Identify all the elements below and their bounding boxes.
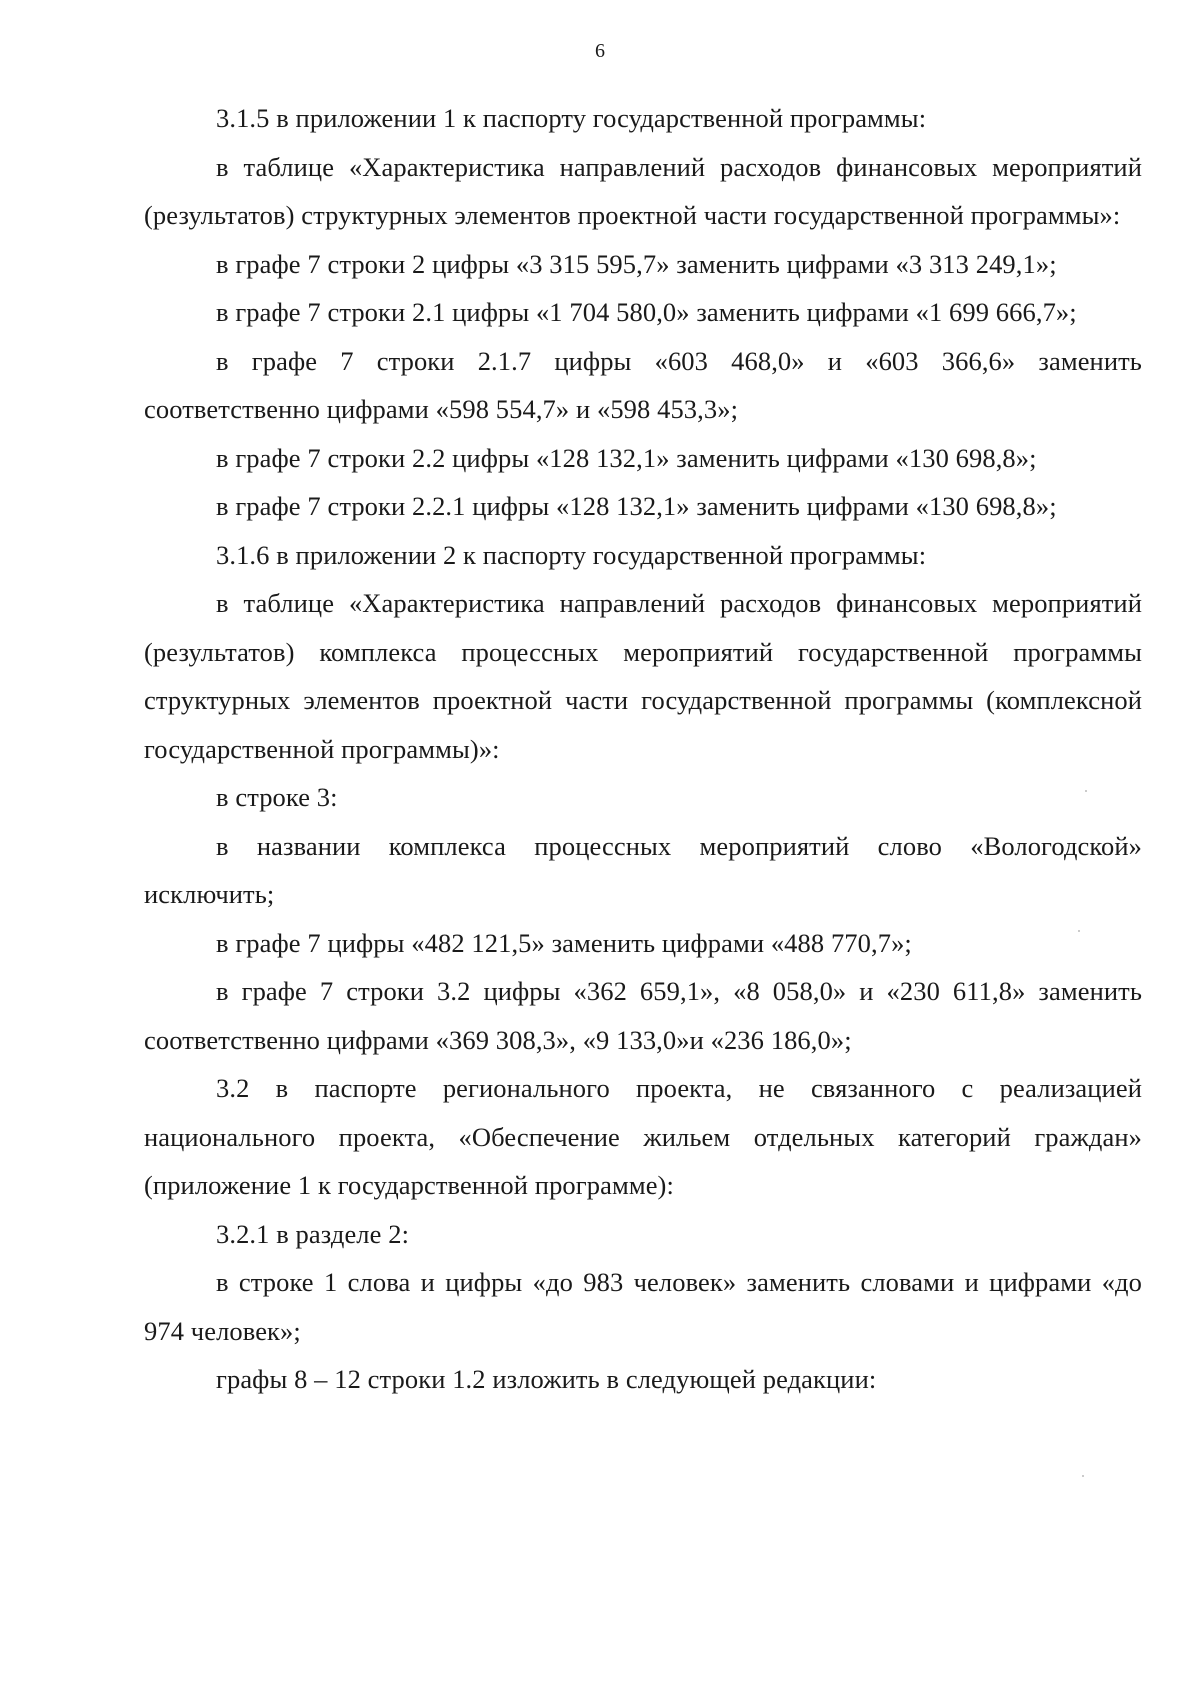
paragraph-row-3-2: в графе 7 строки 3.2 цифры «362 659,1», «8 058,0» и «230 611,8» заменить соответственно цифрами «369 308,3», «9 133,0»и «236 186,0»; — [144, 976, 1142, 1055]
paragraph-3-1-6: 3.1.6 в приложении 2 к паспорту государственной программы: — [216, 539, 927, 570]
document-body — [144, 94, 1142, 1404]
paragraph-row-2-1: в графе 7 строки 2.1 цифры «1 704 580,0» заменить цифрами «1 699 666,7»; — [216, 297, 1077, 327]
page-number: 6 — [595, 40, 605, 62]
paragraph-row-2: в графе 7 строки 2 цифры «3 315 595,7» заменить цифрами «3 313 249,1»; — [216, 248, 1057, 279]
paragraph-table-process-complex: в таблице «Характеристика направлений расходов финансовых мероприятий (результатов) комплекса процессных мероприятий государственной программы структурных элементов проектной части государственной программы (комплексной государственной программы)»: — [144, 588, 1142, 764]
paragraph-row-1: в строке 1 слова и цифры «до 983 человек» заменить словами и цифрами «до 974 человек»; — [144, 1267, 1142, 1346]
paragraph-columns-8-12: графы 8 – 12 строки 1.2 изложить в следующей редакции: — [216, 1364, 877, 1394]
paragraph-column-7: в графе 7 цифры «482 121,5» заменить цифрами «488 770,7»; — [216, 927, 912, 958]
scan-speck — [1082, 1475, 1084, 1477]
scan-speck — [1078, 930, 1080, 932]
paragraph-row-2-2: в графе 7 строки 2.2 цифры «128 132,1» заменить цифрами «130 698,8»; — [216, 442, 1037, 473]
paragraph-table-project-part: в таблице «Характеристика направлений расходов финансовых мероприятий (результатов) структурных элементов проектной части государственной программы»: — [144, 151, 1142, 230]
scan-speck — [1085, 790, 1087, 792]
paragraph-complex-name: в названии комплекса процессных мероприятий слово «Вологодской» исключить; — [144, 830, 1142, 909]
paragraph-3-1-5: 3.1.5 в приложении 1 к паспорту государственной программы: — [216, 103, 927, 133]
paragraph-row-2-1-7: в графе 7 строки 2.1.7 цифры «603 468,0» и «603 366,6» заменить соответственно цифрами «598 554,7» и «598 453,3»; — [144, 345, 1142, 424]
paragraph-row-2-2-1: в графе 7 строки 2.2.1 цифры «128 132,1» заменить цифрами «130 698,8»; — [216, 491, 1057, 521]
paragraph-3-2-1: 3.2.1 в разделе 2: — [216, 1218, 410, 1249]
paragraph-3-2: 3.2 в паспорте регионального проекта, не связанного с реализацией национального проекта, «Обеспечение жильем отдельных категорий граждан» (приложение 1 к государственной программе): — [144, 1073, 1142, 1200]
paragraph-row-3: в строке 3: — [216, 782, 338, 812]
